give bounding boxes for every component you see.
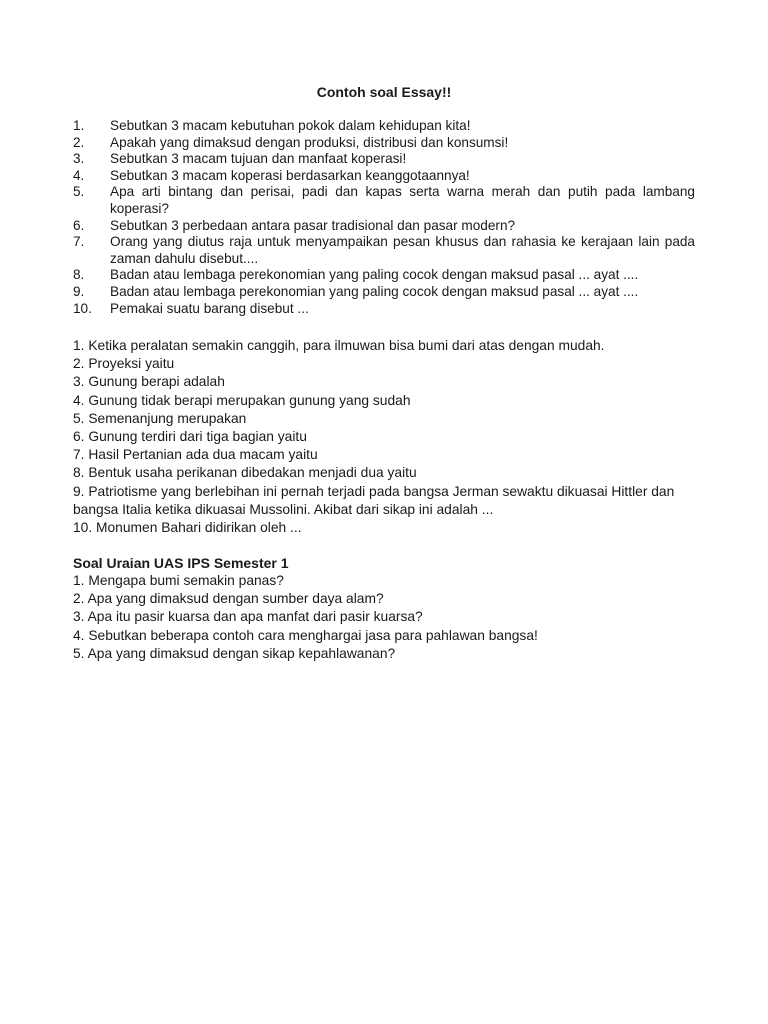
list-item: 5. Apa yang dimaksud dengan sikap kepahlawanan? bbox=[73, 645, 396, 661]
section-heading: Soal Uraian UAS IPS Semester 1 bbox=[73, 555, 289, 571]
list-item: 3. Apa itu pasir kuarsa dan apa manfat dari pasir kuarsa? bbox=[73, 609, 423, 625]
item-text: Sebutkan 3 macam kebutuhan pokok dalam kehidupan kita! bbox=[110, 118, 471, 133]
list-item bbox=[73, 301, 695, 318]
list-item bbox=[73, 151, 695, 168]
item-number: 3. bbox=[73, 151, 85, 167]
item-number: 9. bbox=[73, 283, 85, 299]
list-item: 7. Hasil Pertanian ada dua macam yaitu bbox=[73, 447, 318, 463]
list-item: 2. Apa yang dimaksud dengan sumber daya alam? bbox=[73, 591, 384, 607]
list-item: 8. Bentuk usaha perikanan dibedakan menjadi dua yaitu bbox=[73, 465, 417, 481]
item-text: Apa arti bintang dan perisai, padi dan kapas serta warna merah dan putih pada lambang koperasi? bbox=[110, 184, 695, 216]
item-number: 4. bbox=[73, 167, 85, 183]
list-item: 5. Semenanjung merupakan bbox=[73, 410, 247, 426]
list-item bbox=[73, 267, 695, 284]
item-number: 2. bbox=[73, 134, 85, 150]
list-item: 3. Gunung berapi adalah bbox=[73, 374, 225, 390]
list-item: 10. Monumen Bahari didirikan oleh ... bbox=[73, 520, 302, 536]
item-text: Sebutkan 3 perbedaan antara pasar tradisional dan pasar modern? bbox=[110, 217, 516, 233]
list-item bbox=[73, 118, 695, 135]
list-item: 9. Patriotisme yang berlebihan ini pernah terjadi pada bangsa Jerman sewaktu dikuasai Hittler dan bangsa Italia ketika dikuasai Mussolini. Akibat dari sikap ini adalah ... bbox=[73, 483, 675, 517]
list-item bbox=[73, 135, 695, 152]
list-item bbox=[73, 168, 695, 185]
item-number: 5. bbox=[73, 184, 85, 200]
item-text: Apakah yang dimaksud dengan produksi, distribusi dan konsumsi! bbox=[110, 134, 509, 150]
item-text: Orang yang diutus raja untuk menyampaikan pesan khusus dan rahasia ke kerajaan lain pada zaman dahulu disebut.... bbox=[110, 234, 695, 266]
item-text: Badan atau lembaga perekonomian yang paling cocok dengan maksud pasal ... ayat .... bbox=[110, 267, 639, 283]
item-number: 10. bbox=[73, 300, 92, 316]
short-answer-list bbox=[73, 337, 673, 537]
list-item bbox=[73, 184, 695, 217]
item-number: 6. bbox=[73, 217, 85, 233]
uraian-question-list bbox=[73, 572, 673, 663]
list-item bbox=[73, 234, 695, 267]
item-number: 1. bbox=[73, 118, 85, 133]
list-item: 6. Gunung terdiri dari tiga bagian yaitu bbox=[73, 429, 307, 445]
list-item bbox=[73, 218, 695, 235]
list-item: 4. Sebutkan beberapa contoh cara menghargai jasa para pahlawan bangsa! bbox=[73, 627, 538, 643]
item-text: Badan atau lembaga perekonomian yang paling cocok dengan maksud pasal ... ayat .... bbox=[110, 283, 639, 299]
item-number: 7. bbox=[73, 234, 85, 250]
list-item: 2. Proyeksi yaitu bbox=[73, 356, 175, 372]
document-title: Contoh soal Essay!! bbox=[316, 84, 452, 100]
item-text: Sebutkan 3 macam tujuan dan manfaat koperasi! bbox=[110, 151, 407, 167]
item-text: Pemakai suatu barang disebut ... bbox=[110, 300, 309, 316]
item-text: Sebutkan 3 macam koperasi berdasarkan keanggotaannya! bbox=[110, 167, 470, 183]
list-item: 1. Ketika peralatan semakin canggih, para ilmuwan bisa bumi dari atas dengan mudah. bbox=[73, 338, 605, 353]
list-item: 4. Gunung tidak berapi merupakan gunung yang sudah bbox=[73, 392, 411, 408]
essay-question-list bbox=[73, 118, 695, 317]
list-item bbox=[73, 284, 695, 301]
item-number: 8. bbox=[73, 267, 85, 283]
list-item: 1. Mengapa bumi semakin panas? bbox=[73, 573, 284, 588]
